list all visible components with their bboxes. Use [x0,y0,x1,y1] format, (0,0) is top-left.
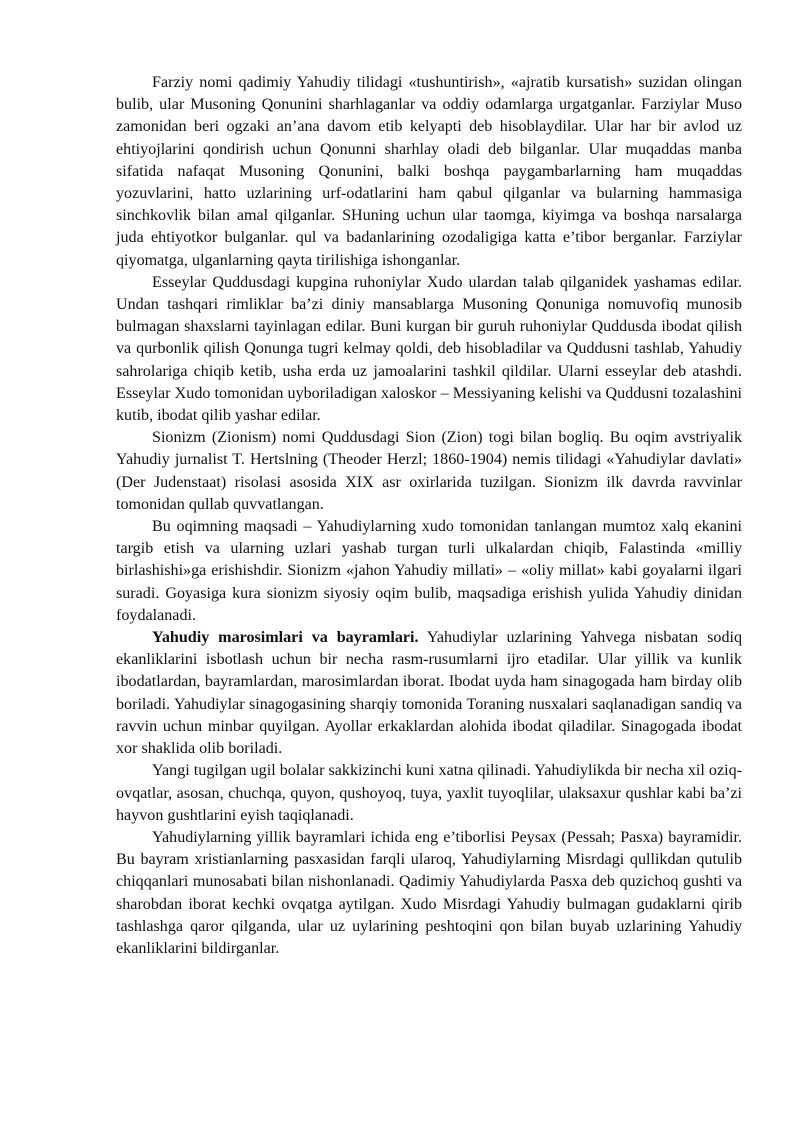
paragraph-xatna: Yangi tugilgan ugil bolalar sakkizinchi kuni xatna qilinadi. Yahudiylikda bir necha xil oziq-ovqatlar, asosan, chuchqa, quyon, qushoyoq, tuya, yaxlit tuyoqlilar, ulaksaxur qushlar kabi ba’zi hayvon gushtlarini eyish taqiqlanadi. [116,762,742,824]
paragraph-sionizm-origin: Sionizm (Zionism) nomi Quddusdagi Sion (Zion) togi bilan bogliq. Bu oqim avstriyalik Yahudiy jurnalist T. Hertslning (Theoder Herzl; 1860-1904) nemis tilidagi «Yahudiylar davlati» (Der Judenstaat) risolasi asosida XIX asr oxirlarida tuzilgan. Sionizm ilk davrda ravvinlar tomonidan qullab quvvatlangan. [116,429,742,513]
paragraph-farziylar: Farziy nomi qadimiy Yahudiy tilidagi «tushuntirish», «ajratib kursatish» suzidan olingan bulib, ular Musoning Qonunini sharhlaganlar va oddiy odamlarga urgatganlar. Farziylar Muso zamonidan beri ogzaki an’ana davom etib kelyapti deb hisoblaydilar. Ular har bir avlod uz ehtiyojlarini qondirish uchun Qonunni sharhlay oladi deb bilganlar. Ular muqaddas manba sifatida nafaqat Musoning Qonunini, balki boshqa paygambarlarning ham muqaddas yozuvlarini, hatto uzlarining urf-odatlarini ham qabul qilganlar va bularning hammasiga sinchkovlik bilan amal qilganlar. SHuning uchun ular taomga, kiyimga va boshqa narsalarga juda ehtiyotkor bulganlar. qul va badanlarining ozodaligiga katta e’tibor berganlar. Farziylar qiyomatga, ulganlarning qayta tirilishiga ishonganlar. [116,74,742,269]
document-page [116,72,742,960]
paragraph-marosimlar-body: Yahudiylar uzlarining Yahvega nisbatan sodiq ekanliklarini isbotlash uchun bir necha rasm-rusumlarni ijro etadilar. Ular yillik va kunlik ibodatlardan, bayramlardan, marosimlardan iborat. Ibodat uyda ham sinagogada ham birday olib boriladi. Yahudiylar sinagogasining sharqiy tomonida Toraning nusxalari saqlanadigan sandiq va ravvin uchun minbar quyilgan. Ayollar erkaklardan alohida ibodat qiladilar. Sinagogada ibodat xor shaklida olib boriladi. [116,629,743,758]
paragraph-marosimlar [116,627,742,760]
section-heading-marosimlar: Yahudiy marosimlari va bayramlari. [152,629,419,647]
paragraph-esseylar: Esseylar Quddusdagi kupgina ruhoniylar Xudo ulardan talab qilganidek yashamas edilar. Undan tashqari rimliklar ba’zi diniy mansablarga Musoning Qonuniga nomuvofiq munosib bulmagan shaxslarni tayinlagan edilar. Buni kurgan bir guruh ruhoniylar Quddusda ibodat qilish va qurbonlik qilish Qonunga tugri kelmay qoldi, deb hisobladilar va Quddusni tashlab, Yahudiy sahrolariga chiqib ketib, usha erda uz jamoalarini tashkil qildilar. Ularni esseylar deb atashdi. Esseylar Xudo tomonidan uyboriladigan xaloskor – Messiyaning kelishi va Quddusni tozalashini kutib, ibodat qilib yashar edilar. [116,273,742,425]
paragraph-sionizm-goal: Bu oqimning maqsadi – Yahudiylarning xudo tomonidan tanlangan mumtoz xalq ekanini targib etish va ularning uzlari yashab turgan turli ulkalardan chiqib, Falastinda «milliy birlashishi»ga erishishdir. Sionizm «jahon Yahudiy millati» – «oliy millat» kabi goyalarni ilgari suradi. Goyasiga kura sionizm siyosiy oqim bulib, maqsadiga erishish yulida Yahudiy dinidan foydalanadi. [116,518,742,624]
paragraph-peysax: Yahudiylarning yillik bayramlari ichida eng e’tiborlisi Peysax (Pessah; Pasxa) bayramidir. Bu bayram xristianlarning pasxasidan farqli ularoq, Yahudiylarning Misrdagi qullikdan qutulib chiqqanlari munosabati bilan nishonlanadi. Qadimiy Yahudiylarda Pasxa deb quzichoq gushti va sharobdan iborat kechki ovqatga aytilgan. Xudo Misrdagi Yahudiy bulmagan gudaklarni qirib tashlashga qaror qilganda, ular uz uylarining peshtoqini qon bilan buyab uzlarining Yahudiy ekanliklarini bildirganlar. [116,828,742,957]
